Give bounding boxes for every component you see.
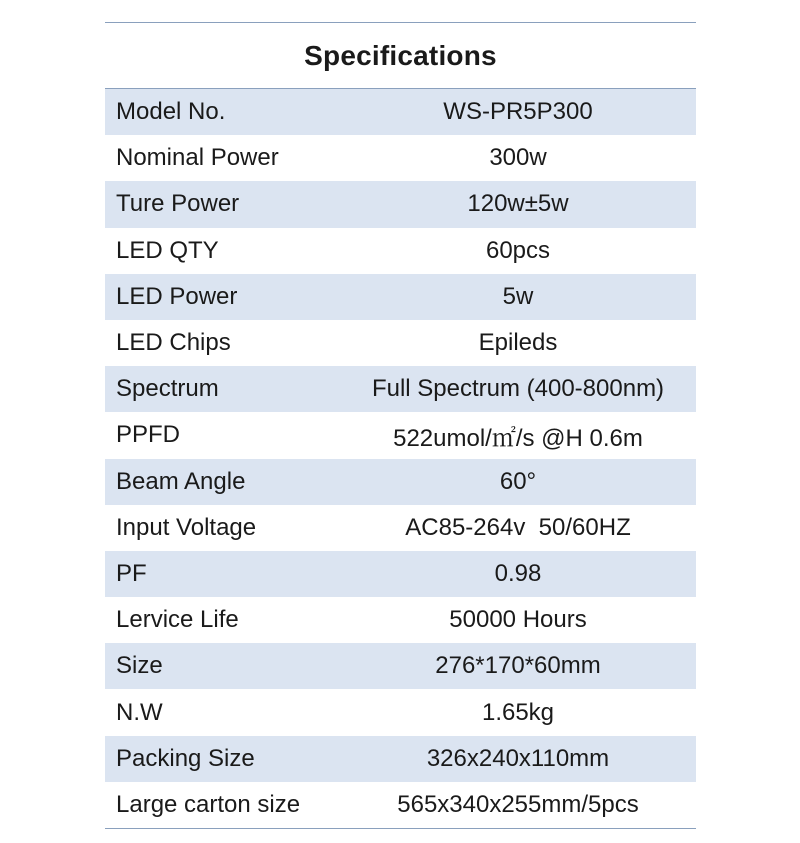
row-value: 0.98 bbox=[494, 559, 542, 587]
table-row-model-no bbox=[105, 89, 696, 135]
row-value: 565x340x255mm/5pcs bbox=[397, 790, 639, 818]
row-label: LED QTY bbox=[116, 236, 219, 264]
row-value: 276*170*60mm bbox=[435, 652, 601, 680]
row-label: Spectrum bbox=[116, 375, 219, 403]
row-value: 1.65kg bbox=[481, 698, 555, 726]
row-value: 5w bbox=[502, 282, 534, 310]
row-label: PF bbox=[116, 559, 147, 587]
table-row-net-weight bbox=[105, 689, 696, 735]
table-row-service-life bbox=[105, 597, 696, 643]
row-value: Epileds bbox=[478, 329, 558, 357]
row-value: 326x240x110mm bbox=[426, 744, 610, 772]
table-body bbox=[105, 89, 696, 828]
table-row-size bbox=[105, 643, 696, 689]
table-row-led-chips bbox=[105, 320, 696, 366]
table-row-packing-size bbox=[105, 736, 696, 782]
row-label: Model No. bbox=[116, 98, 226, 126]
table-header bbox=[105, 23, 696, 89]
table-row-ppfd bbox=[105, 412, 696, 458]
row-value: 300w bbox=[489, 144, 547, 172]
table-row-led-qty bbox=[105, 228, 696, 274]
row-value: AC85-264v 50/60HZ bbox=[405, 513, 631, 541]
row-label: N.W bbox=[116, 698, 163, 726]
row-value: 120w±5w bbox=[467, 190, 569, 218]
table-row-large-carton-size bbox=[105, 782, 696, 828]
table-row-pf bbox=[105, 551, 696, 597]
table-row-beam-angle bbox=[105, 459, 696, 505]
row-label: LED Chips bbox=[116, 329, 231, 357]
specifications-table bbox=[105, 22, 696, 829]
row-label: Large carton size bbox=[116, 790, 301, 818]
row-label: Lervice Life bbox=[116, 606, 239, 634]
row-label: Packing Size bbox=[116, 744, 255, 772]
row-label: Input Voltage bbox=[116, 513, 257, 541]
row-label: Nominal Power bbox=[116, 144, 279, 172]
row-value: 522umol/㎡/s @H 0.6m bbox=[393, 424, 643, 452]
row-label: Beam Angle bbox=[116, 467, 246, 495]
row-value: Full Spectrum (400-800nm) bbox=[371, 375, 665, 403]
row-label: Size bbox=[116, 652, 163, 680]
table-row-input-voltage bbox=[105, 505, 696, 551]
table-title: Specifications bbox=[304, 39, 497, 71]
table-row-spectrum bbox=[105, 366, 696, 412]
row-value: 60° bbox=[499, 467, 537, 495]
table-row-nominal-power bbox=[105, 135, 696, 181]
row-value: 60pcs bbox=[485, 236, 551, 264]
row-value: 50000 Hours bbox=[449, 606, 587, 634]
row-label: PPFD bbox=[116, 421, 181, 449]
row-label: Ture Power bbox=[116, 190, 240, 218]
table-row-led-power bbox=[105, 274, 696, 320]
table-row-true-power bbox=[105, 181, 696, 227]
row-label: LED Power bbox=[116, 282, 238, 310]
row-value: WS-PR5P300 bbox=[443, 98, 593, 126]
